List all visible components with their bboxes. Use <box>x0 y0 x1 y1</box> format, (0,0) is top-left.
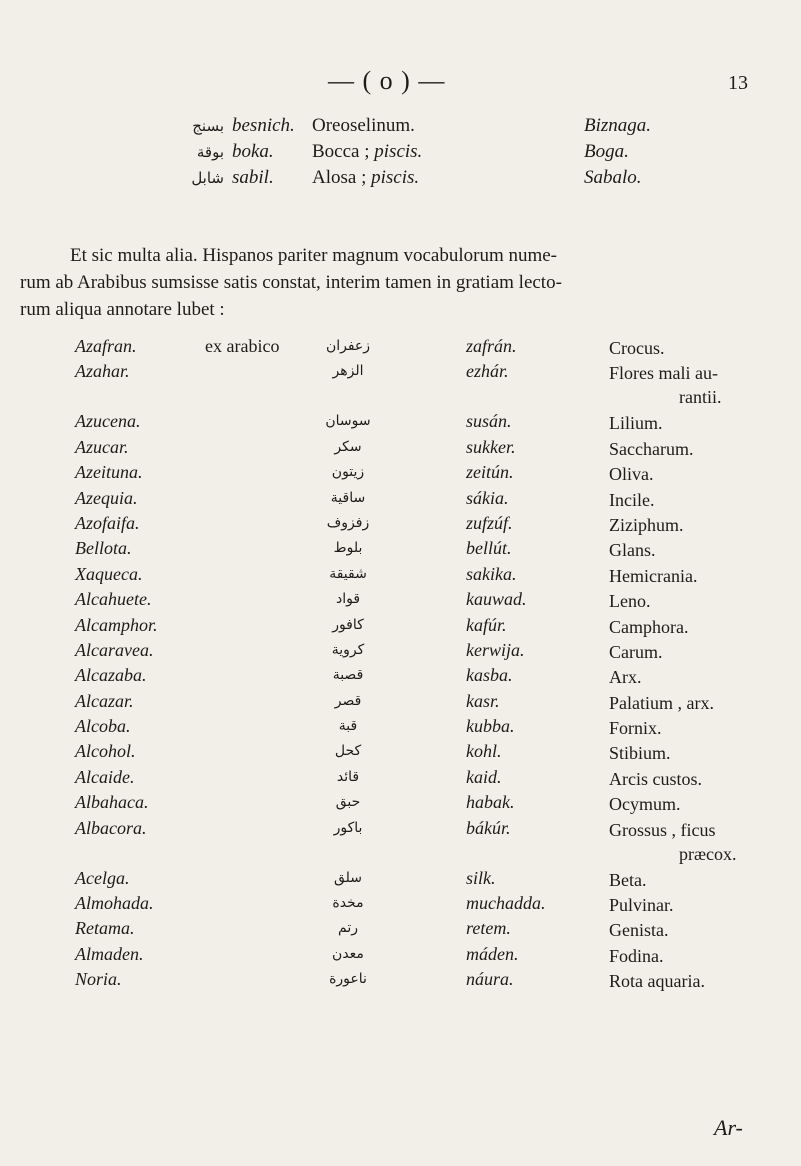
latin-gloss-line: Hemicrania. <box>609 565 698 586</box>
transliteration: kasba. <box>466 665 513 686</box>
spanish-word: Xaqueca. <box>75 563 143 584</box>
arabic-word: قصبة <box>332 667 364 684</box>
latin-gloss-line: Palatium , arx. <box>609 692 714 713</box>
catchword: Ar- <box>714 1115 743 1140</box>
arabic-word: بوقة <box>196 143 224 161</box>
arabic-word: بسنج <box>192 117 224 135</box>
arabic-word: كروية <box>331 641 365 658</box>
spanish-word: Azucar. <box>75 436 129 457</box>
latin-gloss <box>609 918 794 942</box>
vocabulary-row <box>0 767 801 792</box>
arabic-word: سلق <box>333 869 363 886</box>
latin-gloss-line: Leno. <box>609 591 651 612</box>
arabic-word: سوسان <box>325 413 371 430</box>
arabic-word: شقيقة <box>329 565 367 582</box>
vocabulary-row <box>0 691 801 716</box>
latin-gloss-line: Oliva. <box>609 464 654 485</box>
vocabulary-row <box>0 336 801 361</box>
vocabulary-row <box>0 462 801 487</box>
latin-gloss-line: Fodina. <box>609 945 664 966</box>
latin-gloss-line: Genista. <box>609 920 669 941</box>
transliteration: kasr. <box>466 690 500 711</box>
transliteration: sákia. <box>466 487 509 508</box>
spanish-word: Azahar. <box>75 361 130 382</box>
latin-gloss <box>609 818 794 866</box>
latin-gloss <box>609 792 794 816</box>
page-number: — ( o ) — <box>328 66 446 95</box>
spanish-word: Azequia. <box>75 487 138 508</box>
vocabulary-row <box>0 411 801 436</box>
paragraph-line: rum aliqua annotare lubet : <box>20 299 225 320</box>
latin-gloss-line: Ziziphum. <box>609 514 684 535</box>
transliteration: máden. <box>466 943 519 964</box>
latin-gloss-line: Pulvinar. <box>609 895 674 916</box>
carryover-entries <box>0 115 801 193</box>
arabic-word: شابل <box>191 169 224 187</box>
spanish-word: Retama. <box>75 918 135 939</box>
latin-gloss <box>609 538 794 562</box>
entry-row <box>0 141 801 167</box>
latin-gloss-line: Camphora. <box>609 616 689 637</box>
latin-gloss <box>609 462 794 486</box>
transliteration: zafrán. <box>466 336 517 356</box>
arabic-word: كافور <box>332 616 364 633</box>
spanish-word: Azucena. <box>75 411 141 432</box>
latin-gloss-line: Saccharum. <box>609 438 694 459</box>
vocabulary-row <box>0 741 801 766</box>
latin-gloss <box>609 868 794 892</box>
transliteration: kohl. <box>466 741 502 762</box>
paragraph-line: rum ab Arabibus sumsisse satis constat, interim tamen in gratiam lecto- <box>20 272 562 293</box>
arabic-word: ناعورة <box>329 971 367 988</box>
spanish-word: Biznaga. <box>584 115 652 136</box>
transliteration: kubba. <box>466 716 515 737</box>
spanish-word: Alcamphor. <box>75 614 158 635</box>
page-header <box>0 66 801 96</box>
spanish-word: Alcohol. <box>75 741 136 762</box>
paragraph-line: Et sic multa alia. Hispanos pariter magnum vocabulorum nume- <box>70 245 558 266</box>
intro-paragraph <box>20 242 780 323</box>
transliteration: náura. <box>466 969 514 990</box>
vocabulary-row <box>0 437 801 462</box>
latin-gloss-line: Crocus. <box>609 338 665 358</box>
arabic-word: كحل <box>334 743 362 760</box>
vocabulary-row <box>0 538 801 563</box>
transliteration: bákúr. <box>466 817 511 838</box>
vocabulary-table <box>0 336 801 995</box>
arabic-word: قصر <box>334 692 362 709</box>
latin-gloss-line: Grossus , ficus <box>609 819 716 840</box>
latin-gloss <box>609 893 794 917</box>
vocabulary-row <box>0 615 801 640</box>
transliteration: kaid. <box>466 766 502 787</box>
latin-gloss <box>609 564 794 588</box>
spanish-word: Noria. <box>75 969 122 990</box>
spanish-word: Azofaifa. <box>75 512 140 533</box>
latin-gloss <box>609 411 794 435</box>
spanish-word: Alcazar. <box>75 690 134 711</box>
arabic-word: رتم <box>338 920 358 937</box>
spanish-word: Azafran. <box>75 336 137 356</box>
vocabulary-row <box>0 640 801 665</box>
spanish-word: Acelga. <box>75 867 130 888</box>
arabic-word: ساقية <box>330 489 366 506</box>
latin-gloss <box>609 615 794 639</box>
arabic-word: الزهر <box>332 363 364 380</box>
entry-row <box>0 167 801 193</box>
transliteration: besnich. <box>232 115 295 136</box>
transliteration: zufzúf. <box>466 512 513 533</box>
vocabulary-row <box>0 589 801 614</box>
latin-gloss-line: Arcis custos. <box>609 768 702 789</box>
latin-gloss-line: Stibium. <box>609 743 671 764</box>
latin-gloss <box>609 716 794 740</box>
latin-gloss: Alosa ; piscis. <box>312 167 420 188</box>
latin-gloss <box>609 767 794 791</box>
vocabulary-row <box>0 944 801 969</box>
latin-gloss <box>609 741 794 765</box>
vocabulary-row <box>0 918 801 943</box>
transliteration: kafúr. <box>466 614 507 635</box>
latin-gloss <box>609 665 794 689</box>
folio-number: 13 <box>728 72 748 94</box>
latin-gloss-line: Ocymum. <box>609 794 681 815</box>
transliteration: ezhár. <box>466 361 509 382</box>
spanish-word: Azeituna. <box>75 462 143 483</box>
vocabulary-row <box>0 665 801 690</box>
arabic-word: معدن <box>332 945 364 962</box>
transliteration: zeitún. <box>466 462 514 483</box>
spanish-word: Alcazaba. <box>75 665 147 686</box>
transliteration: retem. <box>466 918 511 939</box>
vocabulary-row <box>0 716 801 741</box>
latin-gloss-line: Flores mali au- <box>609 363 718 384</box>
arabic-word: سكر <box>334 438 362 455</box>
vocabulary-row <box>0 488 801 513</box>
ex-arabico-label: ex arabico <box>205 336 280 356</box>
spanish-word: Alcaide. <box>75 766 135 787</box>
latin-gloss-line: Incile. <box>609 489 655 510</box>
vocabulary-row <box>0 564 801 589</box>
latin-gloss-line: præcox. <box>679 843 737 864</box>
arabic-word: زيتون <box>331 464 365 481</box>
latin-gloss-line: Lilium. <box>609 413 663 434</box>
transliteration: muchadda. <box>466 893 546 914</box>
transliteration: kauwad. <box>466 589 527 610</box>
latin-gloss-line: Rota aquaria. <box>609 971 705 992</box>
latin-gloss <box>609 488 794 512</box>
spanish-word: Almaden. <box>75 943 144 964</box>
vocabulary-row <box>0 361 801 411</box>
latin-gloss <box>609 437 794 461</box>
arabic-word: زعفران <box>325 338 371 354</box>
latin-gloss-line: rantii. <box>679 387 722 408</box>
latin-gloss <box>609 361 794 409</box>
latin-gloss <box>609 691 794 715</box>
arabic-word: مخدة <box>332 895 364 912</box>
vocabulary-row <box>0 513 801 538</box>
transliteration: sukker. <box>466 436 516 457</box>
spanish-word: Alcoba. <box>75 716 131 737</box>
vocabulary-row <box>0 893 801 918</box>
latin-gloss <box>609 589 794 613</box>
transliteration: kerwija. <box>466 639 525 660</box>
latin-gloss-line: Arx. <box>609 667 642 688</box>
spanish-word: Alcahuete. <box>75 589 152 610</box>
transliteration: susán. <box>466 411 512 432</box>
arabic-word: باكور <box>333 819 363 836</box>
transliteration: silk. <box>466 867 496 888</box>
vocabulary-row <box>0 792 801 817</box>
arabic-word: بلوط <box>333 540 363 557</box>
transliteration: bellút. <box>466 538 512 559</box>
latin-gloss: Oreoselinum. <box>312 115 415 136</box>
arabic-word: حبق <box>335 794 361 811</box>
latin-gloss <box>609 944 794 968</box>
transliteration: boka. <box>232 141 274 162</box>
latin-gloss <box>609 640 794 664</box>
spanish-word: Bellota. <box>75 538 132 559</box>
transliteration: habak. <box>466 792 515 813</box>
latin-gloss <box>609 969 794 993</box>
arabic-word: قبة <box>338 718 358 735</box>
latin-gloss-line: Carum. <box>609 641 663 662</box>
transliteration: sabil. <box>232 167 274 188</box>
entry-row <box>0 115 801 141</box>
vocabulary-row <box>0 969 801 994</box>
spanish-word: Boga. <box>584 141 629 162</box>
latin-gloss <box>609 513 794 537</box>
latin-gloss <box>609 336 794 360</box>
arabic-word: قواد <box>335 591 361 608</box>
latin-gloss: Bocca ; piscis. <box>312 141 423 162</box>
spanish-word: Alcaravea. <box>75 639 154 660</box>
arabic-word: قائد <box>336 768 360 785</box>
vocabulary-row <box>0 818 801 868</box>
spanish-word: Albahaca. <box>75 792 149 813</box>
vocabulary-row <box>0 868 801 893</box>
spanish-word: Albacora. <box>75 817 147 838</box>
spanish-word: Sabalo. <box>584 167 642 188</box>
spanish-word: Almohada. <box>75 893 154 914</box>
transliteration: sakika. <box>466 563 517 584</box>
latin-gloss-line: Glans. <box>609 540 656 561</box>
latin-gloss-line: Beta. <box>609 869 647 890</box>
arabic-word: زفزوف <box>326 514 370 531</box>
latin-gloss-line: Fornix. <box>609 718 662 739</box>
